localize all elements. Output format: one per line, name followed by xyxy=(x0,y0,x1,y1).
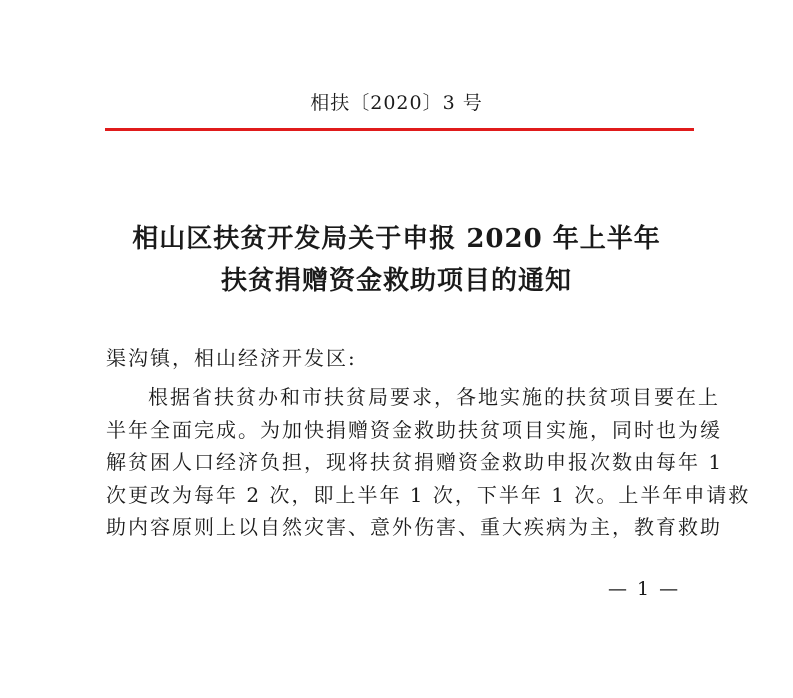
red-separator-rule xyxy=(105,128,694,131)
document-title xyxy=(0,218,793,302)
body-line-2: 半年全面完成。为加快捐赠资金救助扶贫项目实施，同时也为缓 xyxy=(106,417,722,442)
title-line-2: 扶贫捐赠资金救助项目的通知 xyxy=(220,266,572,296)
body-line-3: 解贫困人口经济负担，现将扶贫捐赠资金救助申报次数由每年 1 xyxy=(106,450,724,474)
salutation: 渠沟镇，相山经济开发区: xyxy=(106,346,357,370)
page-number: — 1 — xyxy=(608,578,681,600)
body-line-5: 助内容原则上以自然灾害、意外伤害、重大疾病为主，教育救助 xyxy=(106,515,722,539)
document-number: 相扶〔2020〕3 号 xyxy=(310,92,483,114)
body-paragraph xyxy=(106,381,751,544)
body-line-1: 根据省扶贫办和市扶贫局要求，各地实施的扶贫项目要在上 xyxy=(148,385,720,409)
title-line-1: 相山区扶贫开发局关于申报 2020 年上半年 xyxy=(132,224,661,254)
body-line-4: 次更改为每年 2 次，即上半年 1 次，下半年 1 次。上半年申请救 xyxy=(106,482,751,507)
